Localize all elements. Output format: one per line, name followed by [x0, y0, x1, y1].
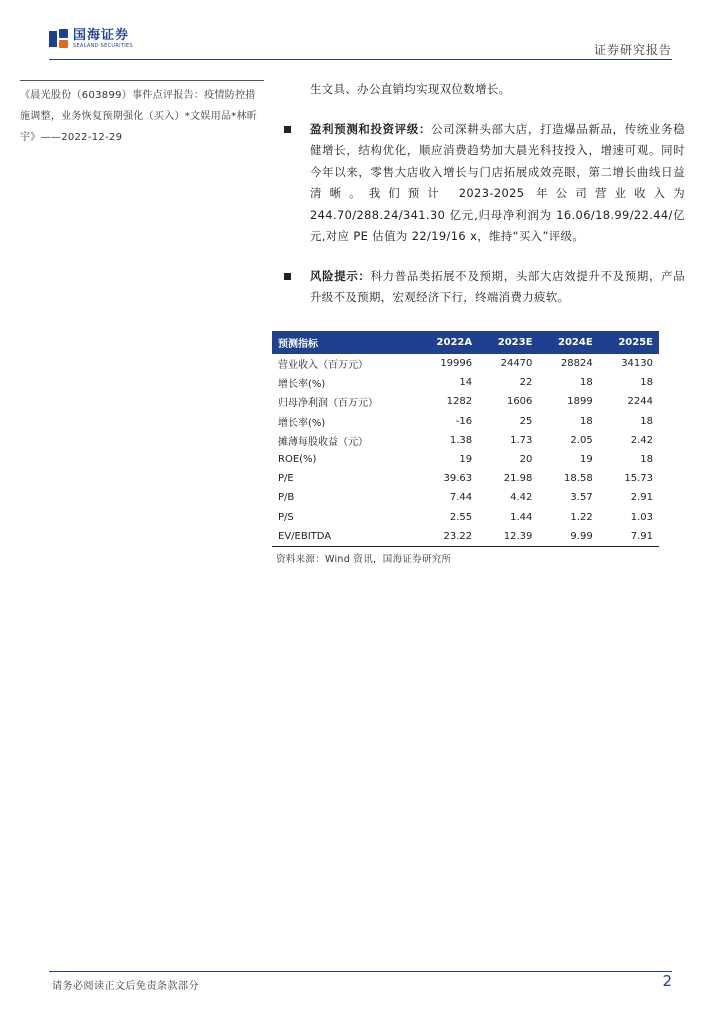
table-header-cell: 预测指标 — [272, 331, 417, 354]
sealand-logo — [49, 29, 133, 49]
header-divider — [49, 59, 672, 60]
table-cell: 2.05 — [570, 434, 593, 446]
table-cell: 19996 — [440, 358, 473, 370]
table-row — [272, 392, 659, 411]
table-cell: 增长率(%) — [278, 417, 326, 429]
table-cell: 增长率(%) — [278, 379, 326, 391]
table-row — [272, 431, 659, 450]
forecast-title: 盈利预测和投资评级： — [310, 121, 432, 136]
table-cell: 1899 — [567, 396, 593, 408]
table-cell: ROE(%) — [278, 454, 317, 466]
table-cell: 23.22 — [417, 527, 478, 547]
table-cell: 18 — [640, 454, 653, 466]
table-row — [272, 469, 659, 488]
table-cell: 18 — [579, 415, 593, 427]
table-row — [272, 373, 659, 392]
table-cell: 25 — [519, 415, 533, 427]
forecast-body: 公司深耕头部大店，打造爆品新品，传统业务稳健增长，结构优化，顺应消费趋势加大晨光科技投入，增速可观。同时今年以来，零售大店收入增长与门店拓展成效亮眼，第二增长曲线日益清晰。我们预计 2023-2025 年公司营业收入为244.70/288.24/341.30 亿元,归母净利润为 16.06/18.99/22.44/亿元,对应 PE 估值为 22/19/16 x，维持“买入”评级。 — [310, 121, 685, 243]
table-header-cell: 2022A — [417, 331, 478, 354]
table-cell: 1.73 — [510, 434, 533, 446]
table-cell: 18.58 — [564, 473, 593, 485]
page-number: 2 — [662, 972, 672, 990]
table-row — [272, 508, 659, 527]
table-cell: P/S — [278, 511, 294, 523]
table-cell: 1606 — [506, 396, 533, 408]
table-cell: 21.98 — [503, 473, 533, 485]
table-cell: 15.73 — [624, 473, 653, 485]
forecast-table — [272, 331, 659, 547]
table-source-note: 资料来源：Wind 资讯，国海证券研究所 — [276, 553, 452, 565]
table-cell: 19 — [459, 454, 473, 466]
table-header-cell: 2024E — [538, 331, 598, 354]
table-cell: 3.57 — [570, 492, 593, 504]
sidebar — [20, 80, 264, 148]
table-header-row — [272, 331, 659, 354]
table-row — [272, 527, 659, 547]
table-cell: 34130 — [621, 358, 653, 370]
table-cell: 2.55 — [449, 511, 473, 523]
table-cell: 归母净利润（百万元） — [278, 398, 378, 410]
table-cell: 营业收入（百万元） — [278, 360, 368, 372]
table-cell: 摊薄每股收益（元） — [278, 436, 368, 448]
forecast-table-container — [272, 331, 659, 565]
table-cell: 28824 — [560, 358, 593, 370]
table-row — [272, 488, 659, 507]
risk-title: 风险提示： — [310, 268, 371, 283]
footer-divider — [49, 971, 672, 972]
table-cell: 19 — [579, 454, 593, 466]
forecast-section — [282, 119, 685, 248]
table-cell: 1.44 — [510, 511, 533, 523]
bullet-square-icon — [284, 273, 291, 280]
table-cell: EV/EBITDA — [272, 527, 417, 547]
logo-icon — [49, 29, 69, 49]
table-cell: 7.44 — [449, 492, 473, 504]
table-header-cell: 2025E — [599, 331, 659, 354]
table-cell: 39.63 — [443, 473, 473, 485]
table-cell: 4.42 — [510, 492, 533, 504]
risk-section — [282, 266, 685, 309]
bullet-square-icon — [284, 126, 291, 133]
table-row — [272, 450, 659, 469]
table-cell: P/B — [278, 492, 295, 504]
table-cell: 12.39 — [478, 527, 538, 547]
report-type: 证券研究报告 — [593, 43, 672, 57]
table-cell: 1.38 — [449, 434, 473, 446]
risk-body: 科力普品类拓展不及预期，头部大店效提升不及预期，产品升级不及预期，宏观经济下行，终端消费力疲软。 — [310, 268, 685, 304]
table-cell: 2.91 — [630, 492, 653, 504]
table-cell: 18 — [640, 377, 653, 389]
table-cell: 1.03 — [630, 511, 653, 523]
table-cell: 22 — [519, 377, 533, 389]
table-cell: 20 — [519, 454, 533, 466]
table-cell: 2244 — [627, 396, 653, 408]
intro-paragraph: 生文具、办公直销均实现双位数增长。 — [310, 82, 511, 96]
table-cell: -16 — [455, 415, 473, 427]
table-cell: 9.99 — [538, 527, 598, 547]
table-cell: 18 — [640, 415, 653, 427]
table-cell: P/E — [278, 473, 294, 485]
table-row — [272, 354, 659, 373]
table-header-cell: 2023E — [478, 331, 538, 354]
sidebar-divider — [20, 80, 264, 81]
table-cell: 2.42 — [630, 434, 653, 446]
logo-name-en: SEALAND SECURITIES — [73, 43, 133, 49]
logo-name-cn: 国海证券 — [73, 28, 130, 43]
table-row — [272, 412, 659, 431]
table-cell: 1282 — [446, 396, 473, 408]
table-cell: 7.91 — [599, 527, 659, 547]
related-report-link[interactable]: 《晨光股份（603899）事件点评报告：疫情防控措施调整，业务恢复预期强化（买入）*文娱用品*林昕宇》——2022-12-29 — [20, 90, 258, 143]
table-cell: 14 — [459, 377, 473, 389]
table-cell: 1.22 — [570, 511, 593, 523]
table-cell: 18 — [579, 377, 593, 389]
footer-disclaimer: 请务必阅读正文后免责条款部分 — [52, 981, 199, 992]
main-content — [282, 79, 685, 309]
table-cell: 24470 — [500, 358, 533, 370]
